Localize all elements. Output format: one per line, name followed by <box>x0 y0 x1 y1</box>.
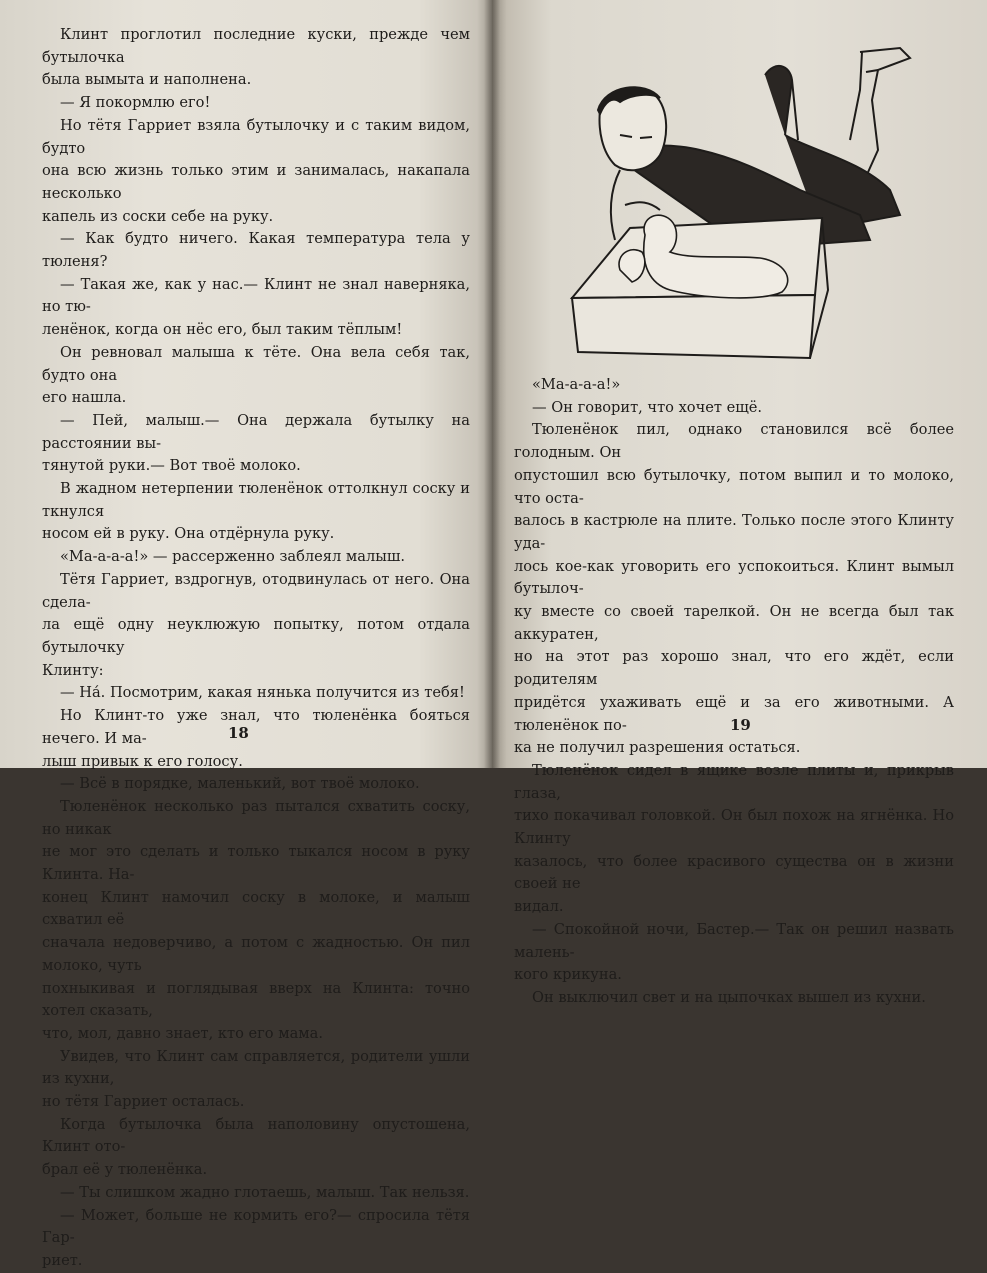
text-line: казалось, что более красивого существа он в жизни своей не <box>514 852 954 893</box>
text-line: сначала недоверчиво, а потом с жадностью. Он пил молоко, чуть <box>42 934 470 974</box>
left-page <box>0 0 492 1269</box>
right-page-number: 19 <box>730 716 751 734</box>
text-line: Он выключил свет и на цыпочках вышел из кухни. <box>532 988 926 1006</box>
text-line: — Он говорит, что хочет ещё. <box>532 398 763 416</box>
illustration-boy-with-seal-in-box <box>560 40 920 360</box>
text-line: Но тётя Гарриет взяла бутылочку и с таким видом, будто <box>42 116 470 157</box>
text-line: Тюленёнок сидел в ящике возле плиты и, прикрыв глаза, <box>514 761 954 802</box>
text-line: капель из соски себе на руку. <box>42 207 274 225</box>
text-line: его нашла. <box>42 389 127 407</box>
text-line: Он ревновал малыша к тёте. Она вела себя так, будто она <box>42 343 470 384</box>
text-line: риет. <box>42 1251 83 1269</box>
text-line: лось кое-как уговорить его успокоиться. Клинт вымыл бутылоч- <box>514 557 954 598</box>
text-line: лыш привык к его голосу. <box>42 752 243 770</box>
text-line: Когда бутылочка была наполовину опустошена, Клинт ото- <box>42 1115 470 1156</box>
text-line: тянутой руки.— Вот твоё молоко. <box>42 457 301 475</box>
text-line: ла ещё одну неуклюжую попытку, потом отдала бутылочку <box>42 616 470 656</box>
text-line: придётся ухаживать ещё и за его животными. А тюленёнок по- <box>514 693 954 734</box>
text-line: ленёнок, когда он нёс его, был таким тёплым! <box>42 321 403 339</box>
left-page-text <box>42 24 470 1273</box>
text-line: ку вместе со своей тарелкой. Он не всегда был так аккуратен, <box>514 603 954 643</box>
text-line: — Спокойной ночи, Бастер.— Так он решил назвать малень- <box>514 920 954 961</box>
text-line: — Как будто ничего. Какая температура тела у тюленя? <box>42 230 470 271</box>
text-line: ка не получил разрешения остаться. <box>514 739 801 757</box>
text-line: — Пей, малыш.— Она держала бутылку на расстоянии вы- <box>42 411 470 452</box>
text-line: Но Клинт-то уже знал, что тюленёнка бояться нечего. И ма- <box>42 707 470 747</box>
text-line: Клинту: <box>42 661 104 679</box>
text-line: — Такая же, как у нас.— Клинт не знал наверняка, но тю- <box>42 275 470 316</box>
text-line: «Ма-а-а-а!» <box>532 376 621 393</box>
text-line: кого крикуна. <box>514 966 622 984</box>
text-line: но на этот раз хорошо знал, что его ждёт, если родителям <box>514 648 954 689</box>
text-line: В жадном нетерпении тюленёнок оттолкнул соску и ткнулся <box>42 480 470 520</box>
text-line: — На́. Посмотрим, какая нянька получится из тебя! <box>60 684 465 702</box>
text-line: Тюленёнок пил, однако становился всё более голодным. Он <box>514 421 954 462</box>
text-line: что, мол, давно знает, кто его мама. <box>42 1024 323 1042</box>
text-line: она всю жизнь только этим и занималась, накапала несколько <box>42 162 470 202</box>
text-line: носом ей в руку. Она отдёрнула руку. <box>42 525 335 543</box>
text-line: — Может, больше не кормить его?— спросила тётя Гар- <box>42 1206 470 1247</box>
text-line: «Ма-а-а-а!» — рассерженно заблеял малыш. <box>60 548 406 566</box>
text-line: похныкивая и поглядывая вверх на Клинта: точно хотел сказать, <box>42 979 470 1020</box>
text-line: — Ты слишком жадно глотаешь, малыш. Так нельзя. <box>60 1183 470 1201</box>
text-line: Клинт проглотил последние куски, прежде чем бутылочка <box>42 26 470 66</box>
text-line: была вымыта и наполнена. <box>42 71 252 89</box>
text-line: Тюленёнок несколько раз пытался схватить соску, но никак <box>42 797 470 838</box>
book-gutter <box>484 0 500 768</box>
text-line: брал её у тюленёнка. <box>42 1161 208 1179</box>
text-line: но тётя Гарриет осталась. <box>42 1093 245 1111</box>
text-line: видал. <box>514 898 564 916</box>
right-page-text <box>514 374 954 1010</box>
right-page <box>492 0 987 1006</box>
left-page-number: 18 <box>228 724 249 742</box>
text-line: валось в кастрюле на плите. Только после этого Клинту уда- <box>514 512 954 552</box>
text-line: Увидев, что Клинт сам справляется, родители ушли из кухни, <box>42 1047 470 1088</box>
text-line: конец Клинт намочил соску в молоке, и малыш схватил её <box>42 888 470 929</box>
text-line: Тётя Гарриет, вздрогнув, отодвинулась от него. Она сдела- <box>42 570 470 611</box>
text-line: — Я покормлю его! <box>60 94 211 112</box>
text-line: — Всё в порядке, маленький, вот твоё молоко. <box>60 775 420 793</box>
text-line: опустошил всю бутылочку, потом выпил и то молоко, что оста- <box>514 466 954 507</box>
text-line: не мог это сделать и только тыкался носом в руку Клинта. На- <box>42 843 470 884</box>
text-line: тихо покачивал головкой. Он был похож на ягнёнка. Но Клинту <box>514 807 954 848</box>
